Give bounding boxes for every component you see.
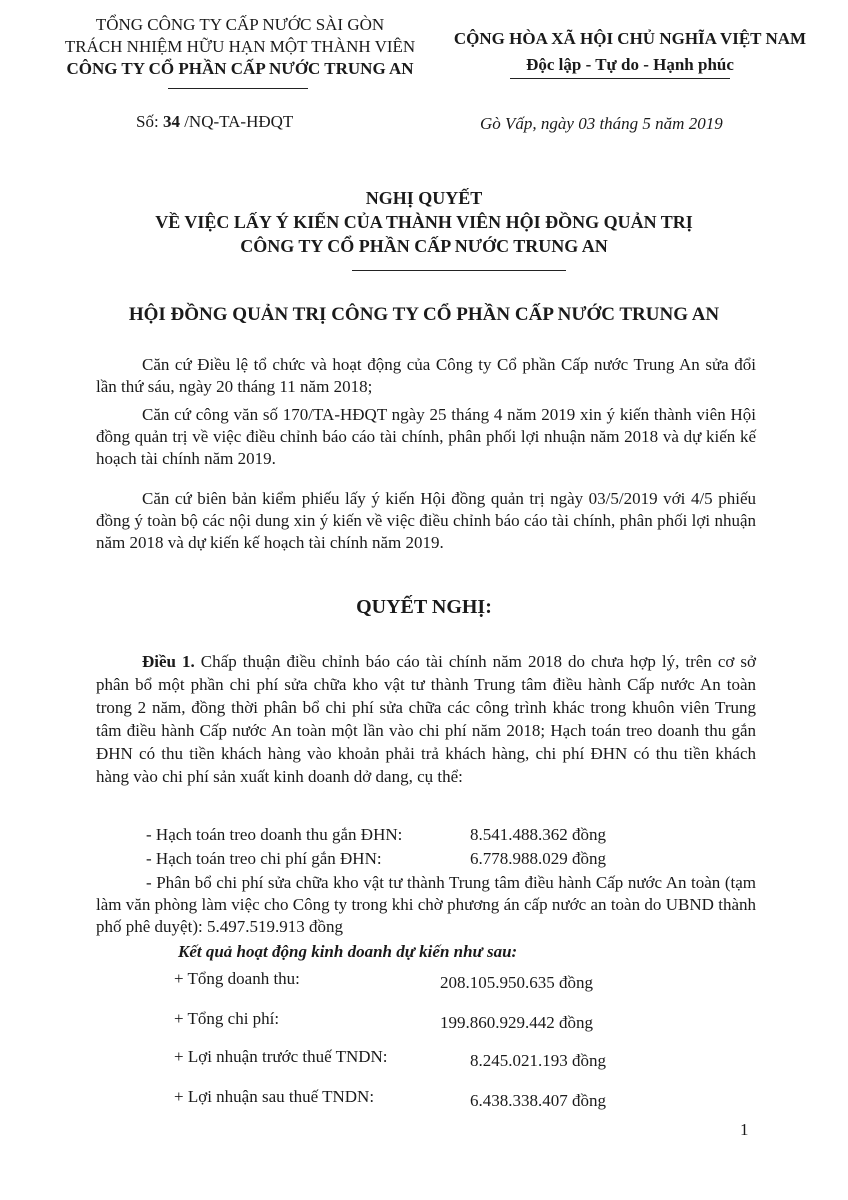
- basis-paragraph-3: [96, 488, 756, 554]
- title-line-1: NGHỊ QUYẾT: [365, 188, 483, 208]
- motto-underline: [510, 78, 730, 79]
- allocation-paragraph: [96, 872, 756, 938]
- nation-line-1: CỘNG HÒA XÃ HỘI CHỦ NGHĨA VIỆT NAM: [453, 29, 807, 48]
- basis-text-3: Căn cứ biên bản kiểm phiếu lấy ý kiến Hội đồng quản trị ngày 03/5/2019 với 4/5 phiếu đồng ý toàn bộ các nội dung xin ý kiến về việc điều chỉnh báo cáo tài chính, phân phối lợi nhuận năm 2018 và dự kiến kế hoạch tài chính năm 2019.: [96, 489, 756, 552]
- basis-text-2: Căn cứ công văn số 170/TA-HĐQT ngày 25 tháng 4 năm 2019 xin ý kiến thành viên Hội đồng quản trị về việc điều chỉnh báo cáo tài chính, phân phối lợi nhuận năm 2018 và dự kiến kế hoạch tài chính năm 2019.: [96, 405, 756, 468]
- results-heading: Kết quả hoạt động kinh doanh dự kiến như sau:: [178, 942, 518, 961]
- result-label-1: + Tổng doanh thu:: [174, 969, 300, 988]
- national-motto: [420, 26, 840, 78]
- result-amount-1: 208.105.950.635 đồng: [440, 973, 593, 992]
- allocation-text: - Phân bổ chi phí sửa chữa kho vật tư thành Trung tâm điều hành Cấp nước An toàn (tạm làm văn phòng làm việc cho Công ty trong khi chờ phương án cấp nước an toàn do UBND thành phố phê duyệt): 5.497.519.913 đồng: [96, 873, 756, 936]
- title-underline: [352, 270, 566, 271]
- result-amount-4: 6.438.338.407 đồng: [470, 1091, 606, 1110]
- place-date: Gò Vấp, ngày 03 tháng 5 năm 2019: [480, 114, 723, 133]
- title-line-3: CÔNG TY CỔ PHẦN CẤP NƯỚC TRUNG AN: [240, 236, 608, 256]
- item-amount-2: 6.778.988.029 đồng: [470, 849, 606, 868]
- org-line-2: TRÁCH NHIỆM HỮU HẠN MỘT THÀNH VIÊN: [64, 37, 416, 56]
- org-line-1: TỔNG CÔNG TY CẤP NƯỚC SÀI GÒN: [95, 15, 385, 34]
- doc-no-value: 34: [162, 112, 180, 131]
- basis-paragraph-2: [96, 404, 756, 470]
- document-title: [0, 186, 848, 258]
- org-underline: [168, 88, 308, 89]
- article-1-label: Điều 1.: [142, 652, 195, 671]
- result-label-3: + Lợi nhuận trước thuế TNDN:: [174, 1047, 388, 1066]
- article-1: [96, 650, 756, 788]
- title-line-2: VỀ VIỆC LẤY Ý KIẾN CỦA THÀNH VIÊN HỘI ĐỒNG QUẢN TRỊ: [155, 212, 693, 232]
- org-line-3: CÔNG TY CỔ PHẦN CẤP NƯỚC TRUNG AN: [66, 59, 414, 78]
- resolution-heading: QUYẾT NGHỊ:: [356, 596, 492, 618]
- item-label-2: - Hạch toán treo chi phí gắn ĐHN:: [146, 849, 382, 868]
- basis-text-1: Căn cứ Điều lệ tổ chức và hoạt động của Công ty Cổ phần Cấp nước Trung An sửa đổi lần thứ sáu, ngày 20 tháng 11 năm 2018;: [96, 355, 756, 396]
- item-amount-1: 8.541.488.362 đồng: [470, 825, 606, 844]
- result-label-4: + Lợi nhuận sau thuế TNDN:: [174, 1087, 375, 1106]
- result-amount-3: 8.245.021.193 đồng: [470, 1051, 606, 1070]
- document-number: [136, 112, 293, 132]
- item-label-1: - Hạch toán treo doanh thu gắn ĐHN:: [146, 825, 403, 844]
- result-amount-2: 199.860.929.442 đồng: [440, 1013, 593, 1032]
- doc-no-prefix: Số:: [136, 112, 163, 131]
- basis-paragraph-1: [96, 354, 756, 398]
- issuer-heading: HỘI ĐỒNG QUẢN TRỊ CÔNG TY CỔ PHẦN CẤP NƯỚC TRUNG AN: [128, 304, 720, 325]
- page-number: 1: [740, 1120, 749, 1139]
- article-1-text: [96, 650, 756, 788]
- issuing-organization: [40, 14, 440, 80]
- result-label-2: + Tổng chi phí:: [174, 1009, 280, 1028]
- nation-line-2: Độc lập - Tự do - Hạnh phúc: [526, 55, 734, 74]
- doc-no-suffix: /NQ-TA-HĐQT: [179, 112, 294, 131]
- article-1-body: Chấp thuận điều chỉnh báo cáo tài chính năm 2018 do chưa hợp lý, trên cơ sở phân bổ một phần chi phí sửa chữa kho vật tư thành Trung tâm điều hành Cấp nước An toàn trong 2 năm, đồng thời phân bổ chi phí sửa chữa các công trình khác trong khuôn viên Trung tâm điều hành Cấp nước An toàn một lần vào chi phí năm 2018; Hạch toán treo doanh thu gắn ĐHN có thu tiền khách hàng vào khoản phải trả khách hàng, chi phí ĐHN có thu tiền khách hàng vào chi phí sản xuất kinh doanh dở dang, cụ thể:: [96, 652, 756, 786]
